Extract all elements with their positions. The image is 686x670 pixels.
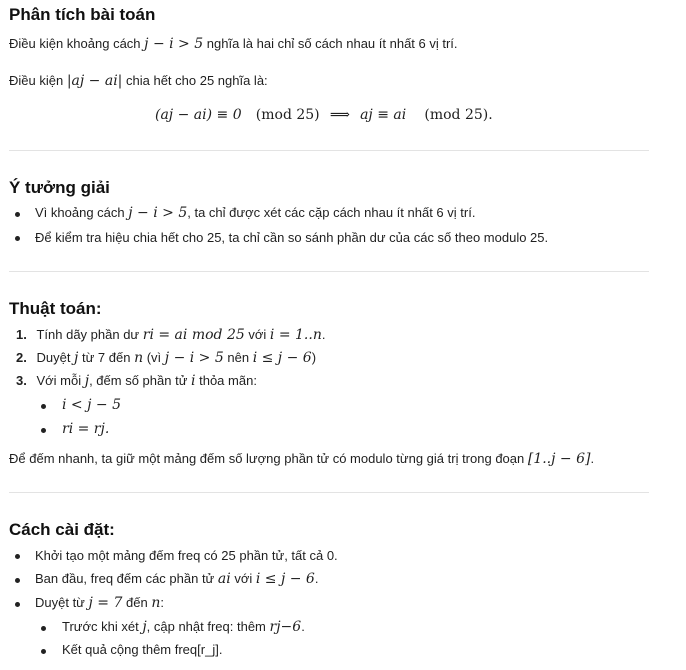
- math-i-le-j-minus-6: i ≤ j − 6: [255, 571, 315, 587]
- bullet-icon: [15, 578, 20, 583]
- section-title-idea: Ý tưởng giải: [9, 178, 110, 197]
- text: thỏa mãn:: [195, 373, 257, 388]
- math-ri-eq-rj: ri = rj.: [62, 421, 110, 437]
- math-interval: [1..j − 6]: [527, 451, 591, 467]
- math-i-lt-j-minus-5: i < j − 5: [62, 397, 121, 413]
- text: .: [590, 451, 595, 466]
- math-j-eq-7: j = 7: [88, 595, 123, 611]
- impl-sub-bullet-2: Kết quả cộng thêm freq[r_j].: [62, 642, 223, 657]
- text: .: [321, 327, 326, 342]
- text: nên: [223, 350, 253, 365]
- step-number: 1.: [16, 327, 27, 342]
- bullet-icon: [41, 428, 46, 433]
- impl-bullet-1: Khởi tạo một mảng đếm freq có 25 phần tử, tất cả 0.: [35, 548, 338, 563]
- algorithm-step-2: [16, 349, 316, 368]
- condition-1: [62, 396, 121, 415]
- implies-arrow: ⟹: [329, 107, 350, 123]
- impl-bullet-3: [35, 594, 164, 613]
- bullet-icon: [15, 554, 20, 559]
- bullet-icon: [41, 649, 46, 654]
- text: Với mỗi: [36, 373, 85, 388]
- algorithm-step-1: [16, 326, 325, 345]
- bullet-icon: [15, 602, 20, 607]
- eq-left: (aj − ai) ≡ 0: [155, 107, 242, 123]
- text: Điều kiện: [9, 73, 67, 88]
- text: (vì: [143, 350, 165, 365]
- text: Để đếm nhanh, ta giữ một mảng đếm số lượng phần tử có modulo từng giá trị trong đoạn: [9, 451, 528, 466]
- math-n: n: [134, 350, 144, 366]
- text: chia hết cho 25 nghĩa là:: [122, 73, 268, 88]
- math-abs-diff: |aj − ai|: [66, 73, 123, 89]
- text: , ta chỉ được xét các cặp cách nhau ít nhất 6 vị trí.: [187, 205, 476, 220]
- eq-mod-2: (mod 25).: [424, 107, 493, 123]
- text: từ 7 đến: [78, 350, 135, 365]
- math-remainder-def: ri = ai mod 25: [142, 327, 245, 343]
- section-title-analysis: Phân tích bài toán: [9, 5, 156, 24]
- eq-mod: (mod 25): [255, 107, 320, 123]
- paragraph-divisibility-condition: [9, 72, 268, 91]
- text: Ban đầu, freq đếm các phần tử: [35, 571, 218, 586]
- divider: [9, 271, 649, 272]
- text: , cập nhật freq: thêm: [146, 619, 270, 634]
- bullet-icon: [15, 236, 20, 241]
- text: Duyệt từ: [35, 595, 89, 610]
- idea-bullet-1: [35, 204, 475, 223]
- algorithm-step-3: [16, 372, 257, 391]
- text: với: [230, 571, 256, 586]
- math-n: n: [151, 595, 161, 611]
- math-j: j: [74, 350, 79, 366]
- bullet-icon: [15, 212, 20, 217]
- math-i: i: [191, 373, 196, 389]
- text: với: [244, 327, 270, 342]
- paragraph-counting-note: [9, 450, 594, 469]
- text: .: [314, 571, 319, 586]
- text: Điều kiện khoảng cách: [9, 36, 145, 51]
- text: Vì khoảng cách: [35, 205, 129, 220]
- section-title-implementation: Cách cài đặt:: [9, 520, 115, 539]
- paragraph-distance-condition: [9, 35, 458, 54]
- text: Duyệt: [36, 350, 75, 365]
- divider: [9, 492, 649, 493]
- math-j: j: [84, 373, 90, 389]
- math-ai: ai: [217, 571, 231, 587]
- math-j-minus-i-gt-5: j − i > 5: [144, 36, 204, 52]
- bullet-icon: [41, 404, 46, 409]
- math-j-minus-i-gt-5: j − i > 5: [164, 350, 224, 366]
- text: Trước khi xét: [62, 619, 143, 634]
- text: nghĩa là hai chỉ số cách nhau ít nhất 6 vị trí.: [203, 36, 458, 51]
- math-r-j-minus-6: rj−6: [269, 619, 302, 635]
- divider: [9, 150, 649, 151]
- eq-right: aj ≡ ai: [360, 107, 407, 123]
- condition-2: [62, 420, 109, 439]
- text: ): [311, 350, 317, 365]
- idea-bullet-2: Để kiểm tra hiệu chia hết cho 25, ta chỉ cần so sánh phần dư của các số theo modulo 25.: [35, 230, 549, 245]
- display-equation: [155, 105, 493, 125]
- text: Tính dãy phần dư: [36, 327, 143, 342]
- math-range: i = 1..n: [269, 327, 322, 343]
- text: :: [160, 595, 164, 610]
- section-title-algorithm: Thuật toán:: [9, 299, 102, 318]
- math-i-le-j-minus-6: i ≤ j − 6: [252, 350, 312, 366]
- step-number: 3.: [16, 373, 27, 388]
- math-j-minus-i-gt-5: j − i > 5: [128, 205, 188, 221]
- math-j: j: [142, 619, 147, 635]
- text: .: [301, 619, 305, 634]
- impl-sub-bullet-1: [62, 618, 305, 637]
- text: đến: [122, 595, 152, 610]
- bullet-icon: [41, 626, 46, 631]
- text: , đếm số phần tử: [89, 373, 192, 388]
- impl-bullet-2: [35, 570, 318, 589]
- step-number: 2.: [16, 350, 27, 365]
